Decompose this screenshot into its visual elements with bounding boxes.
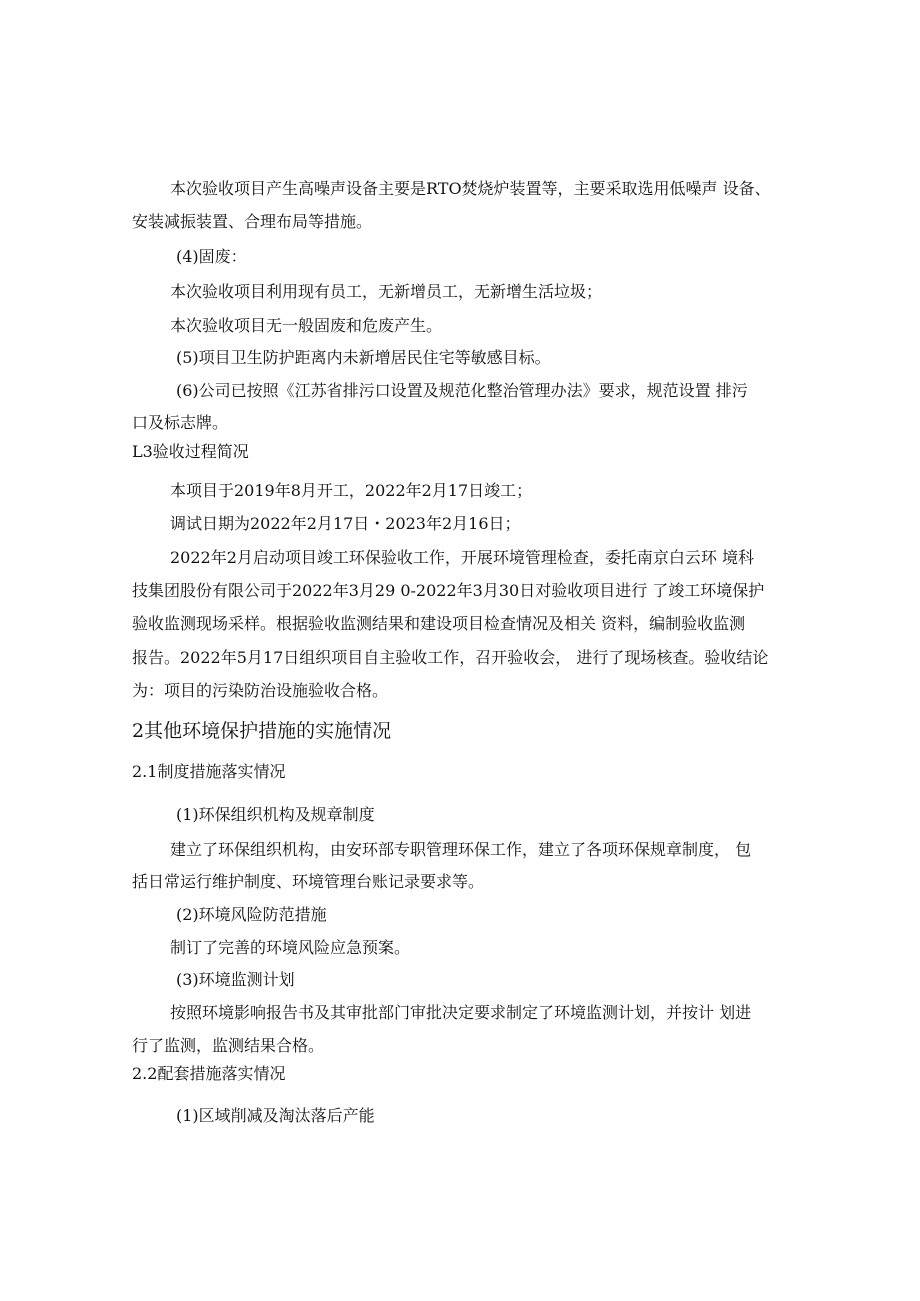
section-l3-line-2: 调试日期为2022年2月17日・2023年2月16日； — [170, 514, 521, 533]
solid-waste-heading: (4)固废： — [176, 247, 247, 266]
section-2-1-item-3: (3)环境监测计划 — [176, 970, 295, 989]
section-2-1-item-1-line-2: 括日常运行维护制度、环境管理台账记录要求等。 — [132, 872, 485, 891]
section-l3-line-1: 本项目于2019年8月开工，2022年2月17日竣工； — [170, 481, 533, 500]
item-6-line-1: (6)公司已按照《江苏省排污口设置及规范化整治管理办法》要求，规范设置 排污 — [176, 381, 748, 400]
section-l3-line-4: 技集团股份有限公司于2022年3月29 0-2022年3月30日对验收项目进行 了竣工环境保护 — [132, 581, 765, 600]
noise-paragraph-line-2: 安装减振装置、合理布局等措施。 — [132, 212, 373, 231]
section-2-2-title: 2.2配套措施落实情况 — [132, 1064, 286, 1083]
item-5-protection-distance: (5)项目卫生防护距离内未新增居民住宅等敏感目标。 — [176, 348, 551, 367]
solid-waste-line-1: 本次验收项目利用现有员工，无新增员工，无新增生活垃圾； — [170, 282, 603, 301]
section-l3-line-5: 验收监测现场采样。根据验收监测结果和建设项目检查情况及相关 资料，编制验收监测 — [132, 614, 746, 633]
section-2-1-item-2-line-1: 制订了完善的环境风险应急预案。 — [170, 938, 411, 957]
section-2-1-item-2: (2)环境风险防范措施 — [176, 905, 327, 924]
section-l3-line-3: 2022年2月启动项目竣工环保验收工作，开展环境管理检查，委托南京白云环 境科 — [170, 548, 754, 567]
section-2-1-item-3-line-2: 行了监测，监测结果合格。 — [132, 1036, 325, 1055]
section-2-2-item-1: (1)区域削减及淘汰落后产能 — [176, 1106, 375, 1125]
solid-waste-line-2: 本次验收项目无一般固废和危废产生。 — [170, 316, 443, 335]
section-2-1-item-1-line-1: 建立了环保组织机构，由安环部专职管理环保工作，建立了各项环保规章制度， 包 — [170, 840, 752, 859]
section-2-1-title: 2.1制度措施落实情况 — [132, 762, 286, 781]
section-l3-line-6: 报告。2022年5月17日组织项目自主验收工作，召开验收会， 进行了现场核查。验收结论 — [132, 648, 769, 667]
section-2-1-item-1: (1)环保组织机构及规章制度 — [176, 805, 375, 824]
section-2-1-item-3-line-1: 按照环境影响报告书及其审批部门审批决定要求制定了环境监测计划，并按计 划进 — [170, 1003, 752, 1022]
noise-paragraph-line-1: 本次验收项目产生高噪声设备主要是RTO焚烧炉装置等，主要采取选用低噪声 设备、 — [170, 179, 771, 198]
section-2-title: 2其他环境保护措施的实施情况 — [132, 720, 392, 742]
item-6-line-2: 口及标志牌。 — [132, 413, 229, 432]
section-l3-title: L3验收过程简况 — [132, 442, 249, 461]
section-l3-line-7: 为：项目的污染防治设施验收合格。 — [132, 681, 389, 700]
